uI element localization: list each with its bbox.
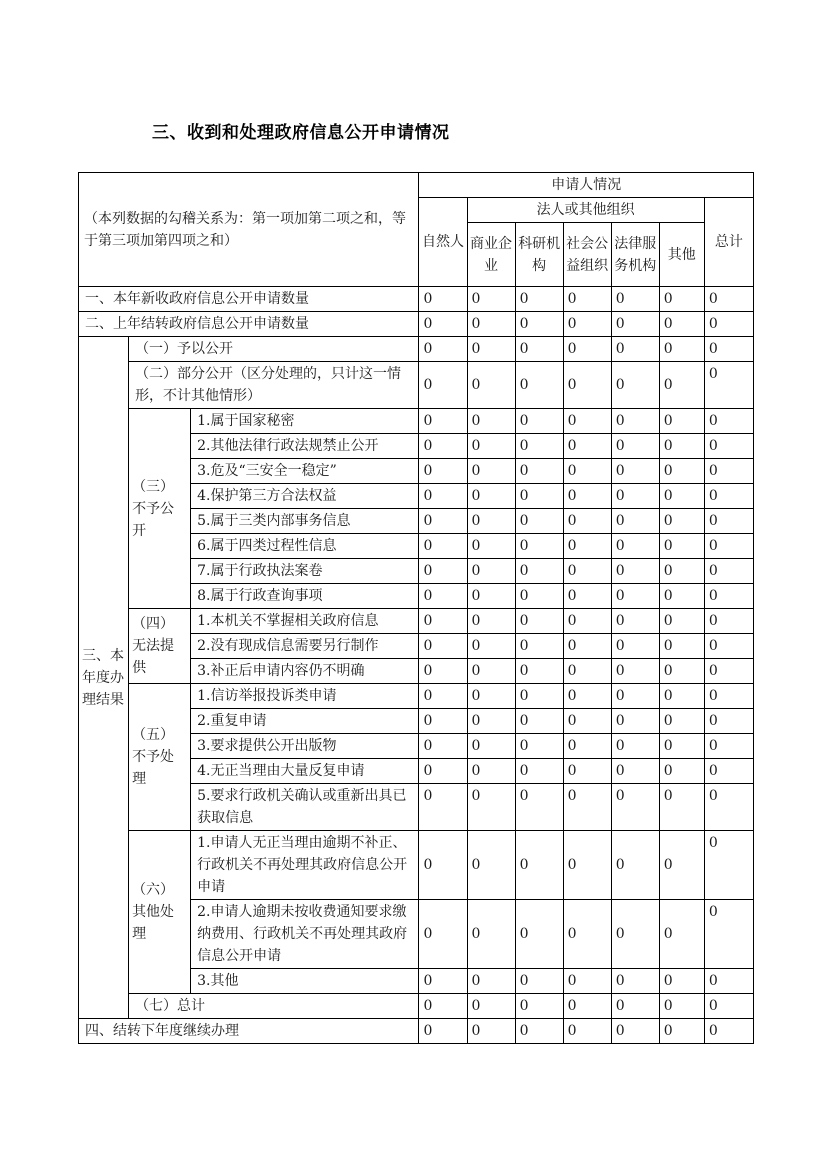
value-cell: 0: [467, 287, 515, 312]
value-cell: 0: [419, 434, 467, 459]
total-value-cell: 0: [704, 362, 753, 409]
table-row: [79, 409, 754, 434]
total-value-cell: 0: [704, 509, 753, 534]
group-label-cell: （四）无法提供: [129, 609, 191, 684]
value-cell: 0: [611, 559, 659, 584]
table-body: [79, 287, 754, 1044]
value-cell: 0: [419, 709, 467, 734]
value-cell: 0: [515, 900, 563, 969]
value-cell: 0: [659, 831, 704, 900]
total-value-cell: 0: [704, 659, 753, 684]
table-row: [79, 312, 754, 337]
row-label-cell: 7.属于行政执法案卷: [191, 559, 419, 584]
value-cell: 0: [659, 337, 704, 362]
value-cell: 0: [659, 409, 704, 434]
table-row: [79, 1019, 754, 1044]
header-col-business-enterprise: 商业企业: [467, 223, 515, 287]
total-value-cell: 0: [704, 559, 753, 584]
value-cell: 0: [467, 337, 515, 362]
total-value-cell: 0: [704, 684, 753, 709]
value-cell: 0: [563, 709, 611, 734]
value-cell: 0: [515, 534, 563, 559]
value-cell: 0: [659, 484, 704, 509]
value-cell: 0: [563, 759, 611, 784]
value-cell: 0: [611, 509, 659, 534]
value-cell: 0: [611, 759, 659, 784]
value-cell: 0: [515, 509, 563, 534]
table-row: [79, 831, 754, 900]
value-cell: 0: [419, 484, 467, 509]
value-cell: 0: [515, 287, 563, 312]
group-label-cell: （五）不予处理: [129, 684, 191, 831]
total-value-cell: 0: [704, 1019, 753, 1044]
value-cell: 0: [563, 362, 611, 409]
value-cell: 0: [419, 534, 467, 559]
value-cell: 0: [659, 659, 704, 684]
value-cell: 0: [467, 659, 515, 684]
value-cell: 0: [467, 609, 515, 634]
header-col-legal-service-org: 法律服务机构: [611, 223, 659, 287]
value-cell: 0: [515, 969, 563, 994]
value-cell: 0: [467, 584, 515, 609]
value-cell: 0: [611, 1019, 659, 1044]
value-cell: 0: [563, 337, 611, 362]
value-cell: 0: [467, 900, 515, 969]
total-value-cell: 0: [704, 634, 753, 659]
value-cell: 0: [515, 609, 563, 634]
value-cell: 0: [419, 362, 467, 409]
value-cell: 0: [467, 969, 515, 994]
value-cell: 0: [419, 459, 467, 484]
row-label-cell: 3.其他: [191, 969, 419, 994]
value-cell: 0: [515, 784, 563, 831]
value-cell: 0: [611, 900, 659, 969]
value-cell: 0: [419, 900, 467, 969]
value-cell: 0: [611, 337, 659, 362]
row-label-cell: 1.申请人无正当理由逾期不补正、行政机关不再处理其政府信息公开申请: [191, 831, 419, 900]
application-stats-table: [78, 172, 754, 1044]
value-cell: 0: [563, 409, 611, 434]
value-cell: 0: [563, 534, 611, 559]
value-cell: 0: [659, 609, 704, 634]
header-row: [79, 173, 754, 198]
row-label-cell: 3.要求提供公开出版物: [191, 734, 419, 759]
value-cell: 0: [467, 434, 515, 459]
value-cell: 0: [611, 287, 659, 312]
value-cell: 0: [467, 684, 515, 709]
value-cell: 0: [659, 994, 704, 1019]
value-cell: 0: [467, 484, 515, 509]
row-label-cell: 4.无正当理由大量反复申请: [191, 759, 419, 784]
value-cell: 0: [611, 312, 659, 337]
value-cell: 0: [515, 559, 563, 584]
value-cell: 0: [611, 362, 659, 409]
row-label-cell: 2.重复申请: [191, 709, 419, 734]
total-value-cell: 0: [704, 969, 753, 994]
row-label-cell: 1.属于国家秘密: [191, 409, 419, 434]
value-cell: 0: [563, 459, 611, 484]
value-cell: 0: [611, 609, 659, 634]
value-cell: 0: [467, 709, 515, 734]
value-cell: 0: [467, 634, 515, 659]
row-label-cell: 8.属于行政查询事项: [191, 584, 419, 609]
value-cell: 0: [467, 831, 515, 900]
value-cell: 0: [563, 1019, 611, 1044]
value-cell: 0: [659, 900, 704, 969]
value-cell: 0: [563, 509, 611, 534]
group-label-cell: （三）不予公开: [129, 409, 191, 609]
value-cell: 0: [467, 459, 515, 484]
corner-note-cell: （本列数据的勾稽关系为：第一项加第二项之和，等于第三项加第四项之和）: [79, 173, 419, 287]
value-cell: 0: [515, 312, 563, 337]
value-cell: 0: [563, 434, 611, 459]
value-cell: 0: [419, 312, 467, 337]
value-cell: 0: [563, 831, 611, 900]
row-label-cell: 一、本年新收政府信息公开申请数量: [79, 287, 419, 312]
total-value-cell: 0: [704, 709, 753, 734]
value-cell: 0: [419, 684, 467, 709]
total-value-cell: 0: [704, 534, 753, 559]
total-value-cell: 0: [704, 459, 753, 484]
value-cell: 0: [419, 1019, 467, 1044]
row-label-cell: 3.补正后申请内容仍不明确: [191, 659, 419, 684]
total-value-cell: 0: [704, 337, 753, 362]
total-value-cell: 0: [704, 900, 753, 969]
value-cell: 0: [659, 534, 704, 559]
header-legal-group: 法人或其他组织: [467, 198, 704, 223]
value-cell: 0: [659, 584, 704, 609]
total-value-cell: 0: [704, 734, 753, 759]
value-cell: 0: [467, 759, 515, 784]
row-label-cell: 6.属于四类过程性信息: [191, 534, 419, 559]
value-cell: 0: [563, 734, 611, 759]
value-cell: 0: [515, 759, 563, 784]
value-cell: 0: [419, 994, 467, 1019]
value-cell: 0: [563, 969, 611, 994]
row-label-cell: 5.属于三类内部事务信息: [191, 509, 419, 534]
value-cell: 0: [467, 362, 515, 409]
row-label-cell: 2.没有现成信息需要另行制作: [191, 634, 419, 659]
value-cell: 0: [419, 287, 467, 312]
value-cell: 0: [515, 362, 563, 409]
section-label-cell: 三、本年度办理结果: [79, 337, 129, 1019]
value-cell: 0: [659, 287, 704, 312]
value-cell: 0: [563, 287, 611, 312]
value-cell: 0: [515, 1019, 563, 1044]
value-cell: 0: [467, 784, 515, 831]
value-cell: 0: [659, 559, 704, 584]
value-cell: 0: [419, 659, 467, 684]
value-cell: 0: [611, 994, 659, 1019]
value-cell: 0: [563, 994, 611, 1019]
value-cell: 0: [659, 634, 704, 659]
value-cell: 0: [563, 484, 611, 509]
value-cell: 0: [515, 484, 563, 509]
table-row: [79, 684, 754, 709]
value-cell: 0: [659, 362, 704, 409]
value-cell: 0: [659, 734, 704, 759]
value-cell: 0: [611, 784, 659, 831]
value-cell: 0: [659, 709, 704, 734]
value-cell: 0: [467, 1019, 515, 1044]
value-cell: 0: [563, 784, 611, 831]
row-label-cell: 2.其他法律行政法规禁止公开: [191, 434, 419, 459]
table-row: [79, 337, 754, 362]
value-cell: 0: [419, 759, 467, 784]
total-value-cell: 0: [704, 831, 753, 900]
value-cell: 0: [419, 409, 467, 434]
header-col-social-welfare-org: 社会公益组织: [563, 223, 611, 287]
value-cell: 0: [419, 969, 467, 994]
row-label-cell: （一）予以公开: [129, 337, 419, 362]
value-cell: 0: [611, 484, 659, 509]
value-cell: 0: [515, 831, 563, 900]
value-cell: 0: [515, 684, 563, 709]
value-cell: 0: [611, 831, 659, 900]
header-applicant-group: 申请人情况: [419, 173, 754, 198]
value-cell: 0: [611, 969, 659, 994]
value-cell: 0: [467, 534, 515, 559]
table-header: [79, 173, 754, 287]
header-col-other: 其他: [659, 223, 704, 287]
value-cell: 0: [611, 534, 659, 559]
value-cell: 0: [515, 337, 563, 362]
value-cell: 0: [419, 609, 467, 634]
value-cell: 0: [563, 312, 611, 337]
value-cell: 0: [611, 734, 659, 759]
row-label-cell: 2.申请人逾期未按收费通知要求缴纳费用、行政机关不再处理其政府信息公开申请: [191, 900, 419, 969]
value-cell: 0: [419, 584, 467, 609]
value-cell: 0: [659, 312, 704, 337]
value-cell: 0: [467, 734, 515, 759]
value-cell: 0: [515, 434, 563, 459]
value-cell: 0: [419, 831, 467, 900]
value-cell: 0: [467, 559, 515, 584]
value-cell: 0: [467, 509, 515, 534]
value-cell: 0: [611, 634, 659, 659]
value-cell: 0: [515, 994, 563, 1019]
total-value-cell: 0: [704, 759, 753, 784]
row-label-cell: 4.保护第三方合法权益: [191, 484, 419, 509]
value-cell: 0: [419, 509, 467, 534]
value-cell: 0: [611, 409, 659, 434]
value-cell: 0: [611, 659, 659, 684]
value-cell: 0: [563, 609, 611, 634]
value-cell: 0: [419, 784, 467, 831]
total-value-cell: 0: [704, 312, 753, 337]
value-cell: 0: [659, 509, 704, 534]
value-cell: 0: [515, 459, 563, 484]
row-label-cell: 二、上年结转政府信息公开申请数量: [79, 312, 419, 337]
value-cell: 0: [419, 559, 467, 584]
total-value-cell: 0: [704, 609, 753, 634]
value-cell: 0: [515, 734, 563, 759]
value-cell: 0: [515, 709, 563, 734]
value-cell: 0: [611, 434, 659, 459]
value-cell: 0: [419, 634, 467, 659]
value-cell: 0: [467, 409, 515, 434]
table-row: [79, 994, 754, 1019]
value-cell: 0: [611, 459, 659, 484]
total-value-cell: 0: [704, 409, 753, 434]
value-cell: 0: [659, 969, 704, 994]
value-cell: 0: [659, 784, 704, 831]
total-value-cell: 0: [704, 584, 753, 609]
value-cell: 0: [563, 584, 611, 609]
page-title: 三、收到和处理政府信息公开申请情况: [152, 123, 450, 143]
value-cell: 0: [659, 459, 704, 484]
row-label-cell: 5.要求行政机关确认或重新出具已获取信息: [191, 784, 419, 831]
value-cell: 0: [563, 559, 611, 584]
header-col-total: 总计: [704, 198, 753, 287]
value-cell: 0: [611, 584, 659, 609]
total-value-cell: 0: [704, 287, 753, 312]
value-cell: 0: [659, 759, 704, 784]
value-cell: 0: [659, 684, 704, 709]
value-cell: 0: [611, 709, 659, 734]
row-label-cell: 3.危及“三安全一稳定”: [191, 459, 419, 484]
value-cell: 0: [515, 634, 563, 659]
row-label-cell: （七）总计: [129, 994, 419, 1019]
value-cell: 0: [515, 659, 563, 684]
group-label-cell: （六）其他处理: [129, 831, 191, 994]
value-cell: 0: [419, 734, 467, 759]
value-cell: 0: [467, 312, 515, 337]
value-cell: 0: [467, 994, 515, 1019]
header-col-research-institution: 科研机构: [515, 223, 563, 287]
row-label-cell: （二）部分公开（区分处理的，只计这一情形，不计其他情形）: [129, 362, 419, 409]
total-value-cell: 0: [704, 434, 753, 459]
total-value-cell: 0: [704, 784, 753, 831]
row-label-cell: 1.信访举报投诉类申请: [191, 684, 419, 709]
header-col-natural-person: 自然人: [419, 198, 467, 287]
table-row: [79, 362, 754, 409]
table-row: [79, 609, 754, 634]
row-label-cell: 四、结转下年度继续办理: [79, 1019, 419, 1044]
value-cell: 0: [563, 684, 611, 709]
value-cell: 0: [515, 409, 563, 434]
row-label-cell: 1.本机关不掌握相关政府信息: [191, 609, 419, 634]
value-cell: 0: [563, 634, 611, 659]
value-cell: 0: [659, 1019, 704, 1044]
table-row: [79, 287, 754, 312]
total-value-cell: 0: [704, 484, 753, 509]
value-cell: 0: [419, 337, 467, 362]
value-cell: 0: [563, 659, 611, 684]
value-cell: 0: [611, 684, 659, 709]
value-cell: 0: [659, 434, 704, 459]
total-value-cell: 0: [704, 994, 753, 1019]
value-cell: 0: [515, 584, 563, 609]
value-cell: 0: [563, 900, 611, 969]
